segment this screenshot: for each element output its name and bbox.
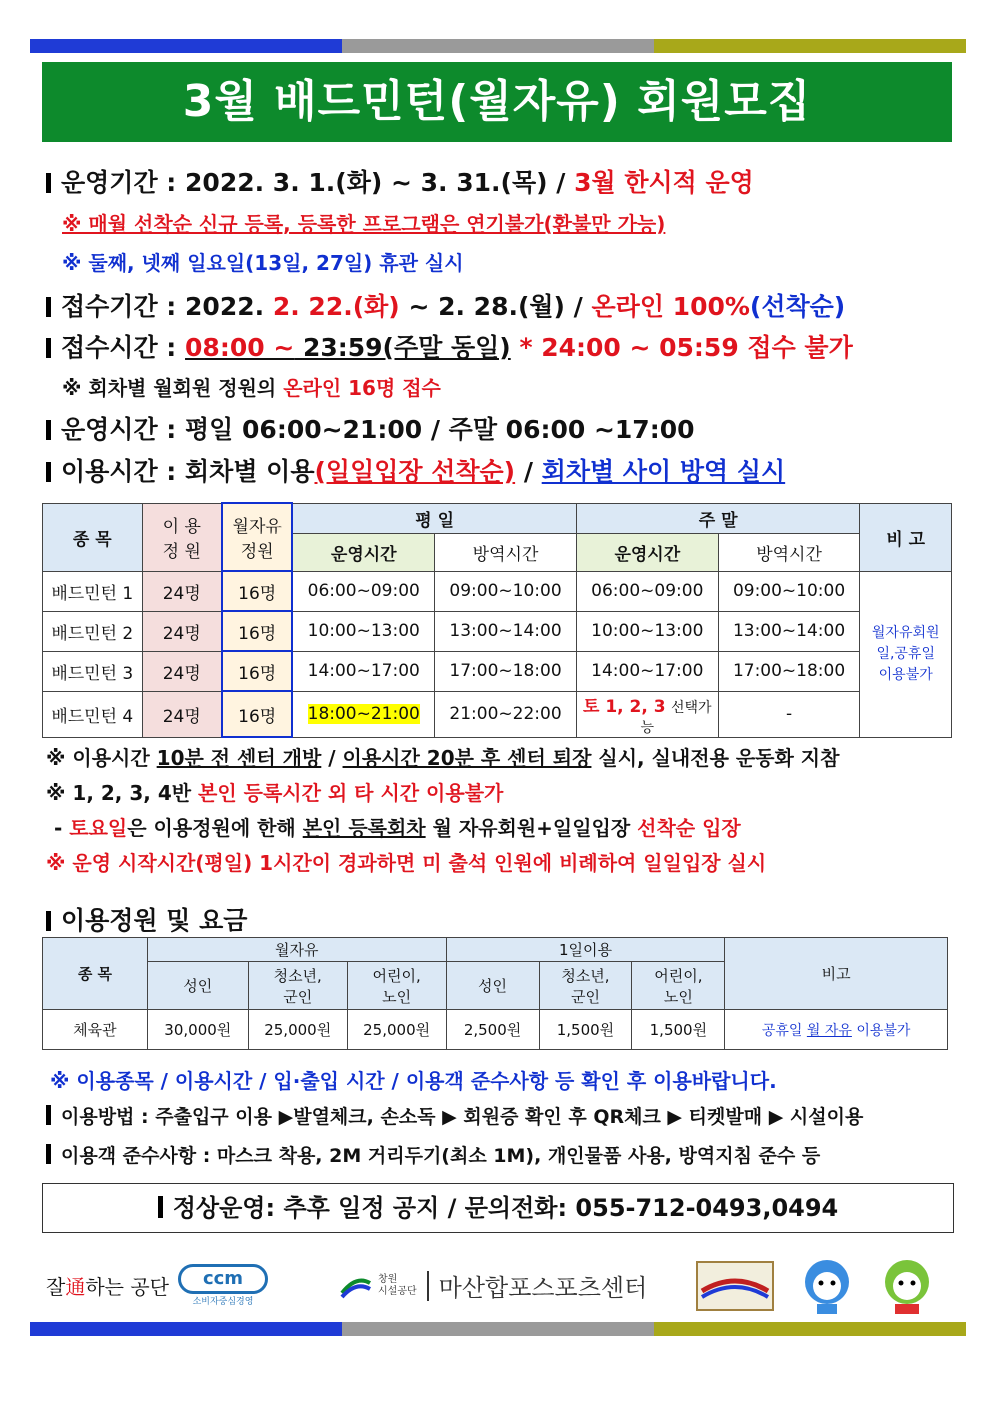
- note-closure: ※ 둘째, 넷째 일요일(13일, 27일) 휴관 실시: [62, 251, 464, 275]
- mascot-icon: [795, 1256, 945, 1316]
- note-class: ※ 1, 2, 3, 4반 본인 등록시간 외 타 시간 이용불가: [46, 781, 504, 805]
- fees-table: 종 목 월자유 1일이용 비고 성인 청소년, 군인 어린이, 노인 성인 청소년, 군인 어린이, 노인 체육관 30,000원 25,000원 25,000원 2,500원 1,500원 1,500원 공휴일 월 자유 이용불가: [42, 937, 948, 1050]
- header-capacity: 이 용 정 원: [142, 503, 222, 571]
- operation-period: 운영기간 : 2022. 3. 1.(화) ~ 3. 31.(목) / 3월 한시적 운영: [46, 163, 754, 199]
- usage-time: 이용시간 : 회차별 이용(일일입장 선착순) / 회차별 사이 방역 실시: [46, 452, 785, 488]
- contact-box: 정상운영: 추후 일정 공지 / 문의전화: 055-712-0493,0494: [42, 1183, 954, 1233]
- table-row: 체육관 30,000원 25,000원 25,000원 2,500원 1,500원 1,500원 공휴일 월 자유 이용불가: [43, 1010, 948, 1050]
- note-entry-time: ※ 이용시간 10분 전 센터 개방 / 이용시간 20분 후 센터 퇴장 실시, 실내전용 운동화 지참: [46, 746, 840, 770]
- header-weekday-disinfect: 방역시간: [435, 533, 577, 571]
- capacity-note: ※ 회차별 월회원 정원의 온라인 16명 접수: [62, 376, 441, 400]
- table-row: 배드민턴 4 24명 16명 18:00~21:00 21:00~22:00 토 1, 2, 3 선택가능 -: [43, 691, 952, 737]
- mascots: [795, 1258, 945, 1313]
- table-row: 배드민턴 1 24명 16명 06:00~09:00 09:00~10:00 06:00~09:00 09:00~10:00 월자유회원 일,공휴일 이용불가: [43, 571, 952, 611]
- note-saturday: - 토요일은 이용정원에 한해 본인 등록회차 월 자유회원+일일입장 선착순 입장: [54, 816, 741, 840]
- bottom-color-bar: [30, 1322, 966, 1336]
- page-title: 3월 배드민턴(월자유) 회원모집: [42, 62, 952, 142]
- visitor-rules: 이용객 준수사항 : 마스크 착용, 2M 거리두기(최소 1M), 개인물품 사용, 방역지침 준수 등: [46, 1141, 820, 1168]
- agency-swoosh-icon: [338, 1271, 374, 1301]
- badge-icon: [696, 1261, 774, 1311]
- operating-hours: 운영시간 : 평일 06:00~21:00 / 주말 06:00 ~17:00: [46, 410, 695, 446]
- table-row: 배드민턴 2 24명 16명 10:00~13:00 13:00~14:00 10:00~13:00 13:00~14:00: [43, 611, 952, 651]
- header-weekend: 주 말: [576, 503, 860, 533]
- schedule-table: [42, 502, 952, 738]
- slogan: 잘 通 하는 공단: [46, 1275, 169, 1299]
- note-registration: ※ 매월 선착순 신규 등록, 등록한 프로그램은 연기불가(환불만 가능): [62, 212, 666, 236]
- header-note: 비 고: [860, 503, 952, 571]
- remark-cell: 월자유회원 일,공휴일 이용불가: [860, 571, 952, 737]
- reception-time: 접수시간 : 08:00 ~ 23:59(주말 동일) * 24:00 ~ 05:59 접수 불가: [46, 328, 853, 364]
- certification-badge: [696, 1258, 774, 1313]
- ccm-logo: ccm 소비자중심경영: [178, 1258, 268, 1313]
- confirm-notice: ※ 이용종목 / 이용시간 / 입·출입 시간 / 이용객 준수사항 등 확인 후 이용바랍니다.: [50, 1069, 777, 1093]
- usage-method: 이용방법 : 주출입구 이용 ▶발열체크, 손소독 ▶ 회원증 확인 후 QR체크 ▶ 티켓발매 ▶ 시설이용: [46, 1102, 863, 1129]
- header-monthly-capacity: 월자유 정원: [222, 503, 292, 571]
- table-row: 배드민턴 3 24명 16명 14:00~17:00 17:00~18:00 14:00~17:00 17:00~18:00: [43, 651, 952, 691]
- header-weekend-run: 운영시간: [576, 533, 718, 571]
- header-item: 종 목: [43, 503, 143, 571]
- note-daily-entry: ※ 운영 시작시간(평일) 1시간이 경과하면 미 출석 인원에 비례하여 일일입장 실시: [46, 851, 767, 875]
- header-weekday: 평 일: [292, 503, 576, 533]
- fees-section-title: 이용정원 및 요금: [46, 901, 247, 937]
- header-weekday-run: 운영시간: [292, 533, 434, 571]
- top-color-bar: [30, 39, 966, 53]
- agency-logo: 창원 시설공단 마산합포스포츠센터: [338, 1258, 647, 1313]
- header-weekend-disinfect: 방역시간: [718, 533, 860, 571]
- reception-period: 접수기간 : 2022. 2. 22.(화) ~ 2. 28.(월) / 온라인 100%(선착순): [46, 287, 845, 323]
